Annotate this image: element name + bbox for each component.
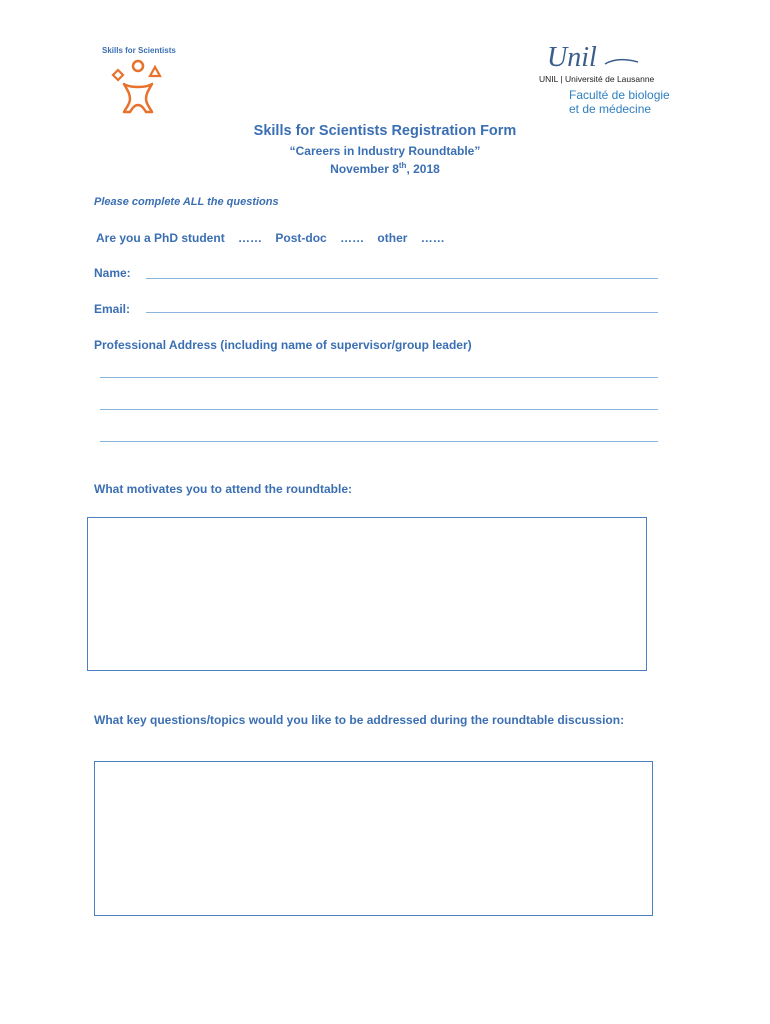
- address-line-1[interactable]: [100, 377, 658, 378]
- motivation-label: What motivates you to attend the roundtable:: [94, 482, 353, 496]
- name-label: Name:: [94, 266, 131, 280]
- unil-wordmark-text: Unil: [547, 42, 597, 72]
- status-question: [96, 231, 455, 245]
- date-year: , 2018: [406, 162, 440, 176]
- email-field[interactable]: [146, 312, 658, 313]
- unil-institution-line: [539, 74, 654, 84]
- address-line-3[interactable]: [100, 441, 658, 442]
- faculty-line-2: et de médecine: [569, 102, 652, 116]
- name-field[interactable]: [146, 278, 658, 279]
- event-subtitle: “Careers in Industry Roundtable”: [289, 144, 481, 158]
- motivation-textarea[interactable]: [87, 517, 647, 671]
- address-label: Professional Address (including name of supervisor/group leader): [94, 338, 472, 352]
- form-title: Skills for Scientists Registration Form: [253, 123, 517, 139]
- status-question-phd: Are you a PhD student: [96, 231, 225, 245]
- address-line-2[interactable]: [100, 409, 658, 410]
- status-blank-postdoc[interactable]: ……: [340, 231, 365, 245]
- institution-name: UNIL | Université de Lausanne: [539, 74, 655, 84]
- skills-for-scientists-logo-icon: [108, 58, 168, 123]
- status-blank-other[interactable]: ……: [420, 231, 445, 245]
- status-option-postdoc: Post-doc: [275, 231, 327, 245]
- date-main: November 8: [330, 162, 399, 176]
- status-blank-phd[interactable]: ……: [238, 231, 263, 245]
- status-option-other: other: [377, 231, 408, 245]
- faculty-line-1: Faculté de biologie: [569, 88, 670, 102]
- topics-textarea[interactable]: [94, 761, 653, 916]
- unil-logo: [545, 40, 640, 77]
- event-date: [0, 161, 770, 176]
- instruction-text: Please complete ALL the questions: [94, 196, 279, 208]
- date-suffix: th: [398, 161, 407, 170]
- skills-for-scientists-logo-text: Skills for Scientists: [102, 46, 176, 55]
- topics-label: What key questions/topics would you like to be addressed during the roundtable discussion:: [94, 713, 625, 727]
- email-label: Email:: [94, 302, 131, 316]
